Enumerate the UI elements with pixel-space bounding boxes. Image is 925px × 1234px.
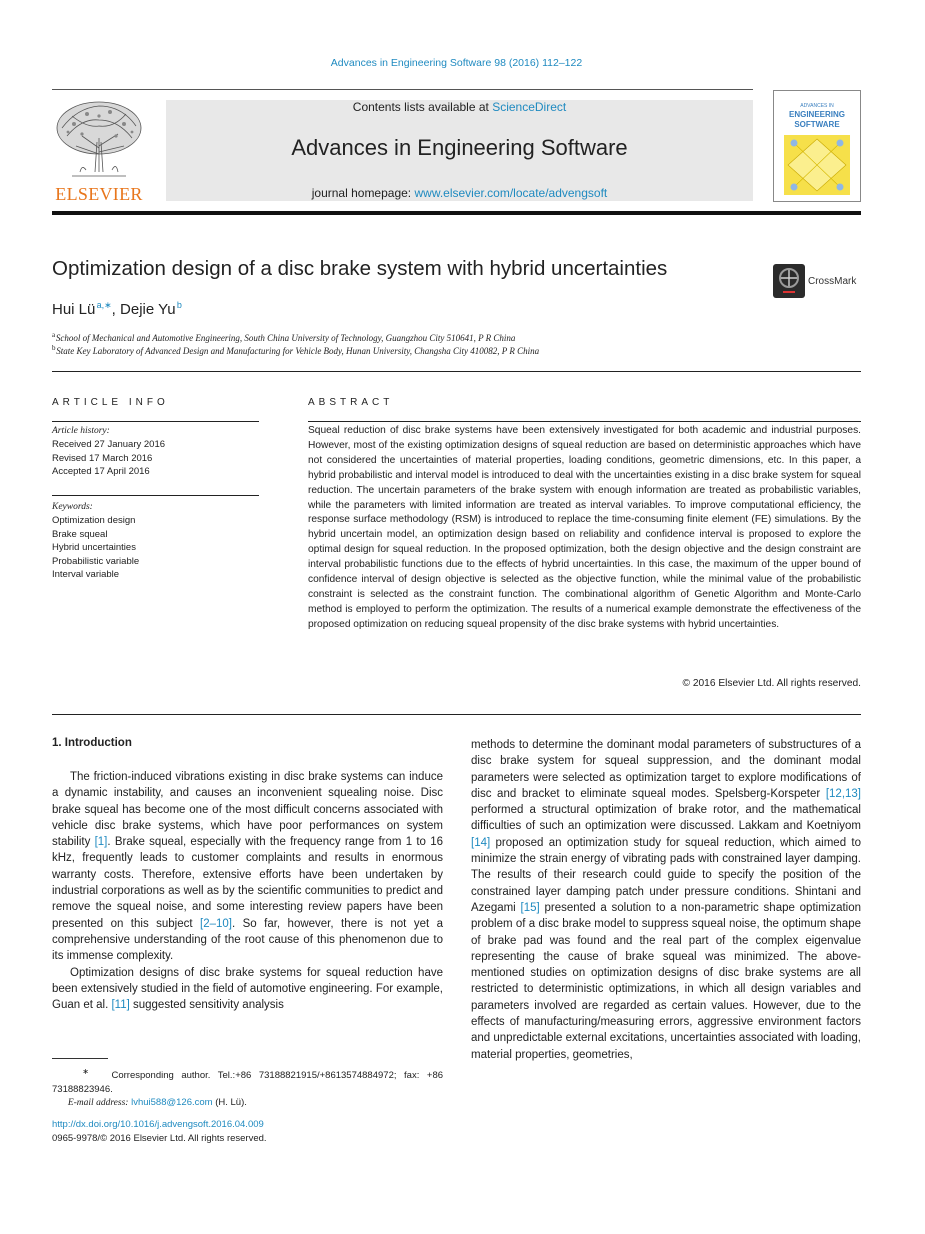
body-text: . Brake squeal, especially with the frequency range from 1 to 16 kHz, frequently leads to customer complaints and results in enormous warranty costs. Therefore, extensive efforts have been undertaken by industrial corporations as well as by the scientific communities to predict and remove the squeal noise, and some interesting review papers have been presented on this subject bbox=[52, 836, 443, 930]
header-top-rule bbox=[52, 89, 753, 90]
footnotes bbox=[52, 1065, 443, 1111]
affiliation-text: School of Mechanical and Automotive Engineering, South China University of Technology, Guangzhou City 510641, P R China bbox=[55, 333, 516, 343]
abstract-copyright: © 2016 Elsevier Ltd. All rights reserved. bbox=[682, 678, 861, 689]
body-text: The friction-induced vibrations existing in disc brake systems can induce a dynamic instability, and causes an inconvenient squealing noise. Disc brake squeal has become one of the most difficult concerns associated with vehicle disc brake systems, which have poor performances on system stability bbox=[52, 771, 443, 849]
citation-link[interactable]: [14] bbox=[471, 836, 491, 849]
elsevier-tree-icon bbox=[52, 98, 146, 182]
abstract-heading: ABSTRACT bbox=[308, 397, 394, 408]
affiliation-mark: b bbox=[52, 344, 56, 352]
journal-title: Advances in Engineering Software bbox=[291, 135, 628, 160]
abstract-text: Squeal reduction of disc brake systems have been extensively investigated for both academic and industrial purposes. However, most of the existing optimization designs of squeal reduction are based on deterministic approaches which have not considered the uncertainties of material properties, loading conditions, geometric dimensions, etc. In this paper, a hybrid probabilistic and interval model is introduced to deal with the uncertainties existing in a disc brake system for squeal reduction. The uncertain parameters of the brake system with enough information are treated as probabilistic variables, while the parameters with limited information are treated as interval variables. To improve computational efficiency, the response surface methodology (RSM) is introduced to replace the time-consuming finite element (FE) simulations. By the hybrid uncertain model, an optimization design based on reliability and confidence interval is proposed to explore the optimal design for squeal reduction. In the proposed optimization, both the design objective and the design constraint are interval probabilistic functions due to the effects of hybrid uncertainties. In this case, the maximum of the upper bound of confidence interval of design objective is selected as the objective function, while the minimal value of the probabilistic constraint is selected as the constraint function. The combinational algorithm of Genetic Algorithm and Monte-Carlo method is employed to perform the optimization. The results of a numerical example demonstrate the effectiveness of the proposed optimization on reducing squeal propensity of the disc brake systems with hybrid uncertainties. bbox=[308, 425, 861, 630]
keywords bbox=[52, 501, 262, 581]
email-suffix: (H. Lü). bbox=[212, 1097, 247, 1109]
body-text: Optimization designs of disc brake systems for squeal reduction have been extensively studied in the field of automotive engineering. For example, Guan et al. bbox=[52, 966, 443, 1012]
citation-link[interactable]: [2–10] bbox=[200, 917, 232, 930]
cover-line-3: SOFTWARE bbox=[794, 120, 840, 129]
keyword-item: Brake squeal bbox=[52, 528, 108, 540]
email-label: E-mail address: bbox=[67, 1098, 129, 1109]
divider bbox=[52, 421, 259, 422]
divider bbox=[52, 371, 861, 372]
divider bbox=[52, 495, 259, 496]
article-title: Optimization design of a disc brake system with hybrid uncertainties bbox=[52, 257, 668, 280]
crossmark-icon bbox=[773, 264, 805, 298]
citation-link[interactable]: [11] bbox=[111, 999, 130, 1012]
body-text: suggested sensitivity analysis bbox=[129, 999, 284, 1012]
affiliation-a bbox=[52, 331, 515, 343]
article-info-heading: ARTICLE INFO bbox=[52, 397, 169, 408]
author-name: Hui Lü bbox=[52, 301, 96, 318]
section-heading: 1. Introduction bbox=[52, 737, 132, 749]
citation-link[interactable]: [12,13] bbox=[825, 787, 861, 800]
footnote-rule bbox=[52, 1058, 108, 1059]
divider bbox=[308, 421, 861, 422]
citation-link[interactable]: [1] bbox=[94, 836, 108, 849]
body-text: proposed an optimization study for squeal reduction, which aimed to minimize the strain energy of vibrating pads with constrained layer damping. The results of their research could guide to specify the position of the constrained layer damping patch under pressure conditions. Shintani and Azegami bbox=[471, 836, 861, 914]
doi-link[interactable]: http://dx.doi.org/10.1016/j.advengsoft.2016.04.009 bbox=[52, 1119, 264, 1130]
keyword-item: Probabilistic variable bbox=[52, 555, 140, 567]
journal-homepage-link[interactable]: www.elsevier.com/locate/advengsoft bbox=[414, 186, 608, 200]
elsevier-wordmark: ELSEVIER bbox=[55, 184, 143, 204]
footnote-text: Corresponding author. Tel.:+86 73188821915/+8613574884972; fax: +86 73188823946. bbox=[52, 1070, 444, 1095]
header-bottom-rule bbox=[52, 211, 861, 215]
journal-cover[interactable] bbox=[773, 90, 861, 202]
cover-line-2: ENGINEERING bbox=[788, 110, 846, 119]
homepage-prefix: journal homepage: bbox=[311, 186, 415, 200]
contents-prefix: Contents lists available at bbox=[352, 100, 493, 114]
affiliation-mark: a bbox=[52, 331, 56, 339]
author-affiliation-marks[interactable]: a,∗ bbox=[96, 300, 112, 310]
keyword-item: Interval variable bbox=[52, 569, 120, 581]
affiliation-b bbox=[52, 344, 539, 356]
body-column-right bbox=[471, 737, 861, 1063]
running-head[interactable]: Advances in Engineering Software 98 (2016) 112–122 bbox=[330, 57, 583, 69]
email-note bbox=[52, 1096, 443, 1111]
divider bbox=[52, 714, 861, 715]
issn-line: 0965-9978/© 2016 Elsevier Ltd. All rights reserved. bbox=[52, 1133, 267, 1144]
crossmark-badge[interactable] bbox=[773, 264, 868, 298]
keywords-label: Keywords: bbox=[52, 502, 93, 512]
article-history bbox=[52, 425, 262, 479]
history-item: Received 27 January 2016 bbox=[52, 439, 166, 451]
cover-line-1: ADVANCES IN bbox=[800, 103, 834, 109]
history-item: Accepted 17 April 2016 bbox=[52, 466, 150, 478]
body-text: performed a structural optimization of brake rotor, and the mathematical difficulties of such an optimization were discussed. Lakkam and Koetniyom bbox=[471, 804, 861, 833]
contents-available-line bbox=[166, 100, 753, 114]
affiliation-text: State Key Laboratory of Advanced Design and Manufacturing for Vehicle Body, Hunan University, Changsha City 410082, P R China bbox=[56, 346, 540, 356]
sciencedirect-link[interactable]: ScienceDirect bbox=[492, 100, 567, 114]
journal-cover-image bbox=[774, 91, 860, 201]
footnote-mark: ∗ bbox=[82, 1067, 89, 1076]
author-list bbox=[52, 300, 182, 318]
body-paragraph bbox=[52, 769, 443, 965]
body-text: presented a solution to a non-parametric shape optimization problem of a disc brake model to suppress squeal noise, the optimum shape of brake pad was found and the real part of the complex eigenvalue representing the cause of brake squeal was minimized. The above-mentioned studies on optimization designs of disc brake systems are all restricted to deterministic optimizations, in which all design variables and parameters involved are regarded as certain values. However, due to the effects of manufacturing/measuring errors, aggressive environment factors and unpredictable external excitations, uncertainties associated with loading, material properties, geometries, bbox=[471, 901, 862, 1061]
body-column-left bbox=[52, 769, 443, 1013]
history-label: Article history: bbox=[52, 426, 110, 436]
body-paragraph bbox=[52, 965, 443, 1014]
citation-link[interactable]: [15] bbox=[520, 901, 540, 914]
journal-homepage-line bbox=[166, 186, 753, 200]
body-text: methods to determine the dominant modal parameters of substructures of a disc brake system for squeal suppression, and the dominant modal parameters were selected as optimization target to explore modifications of disc and bracket to eliminate squeal modes. Spelsberg-Korspeter bbox=[471, 739, 861, 800]
history-item: Revised 17 March 2016 bbox=[52, 452, 153, 464]
author-name: Dejie Yu bbox=[120, 301, 176, 318]
author-separator: , bbox=[111, 301, 121, 318]
keyword-item: Optimization design bbox=[52, 515, 136, 527]
author-affiliation-marks[interactable]: b bbox=[176, 300, 182, 310]
body-text: . So far, however, there is not yet a comprehensive understanding of the root cause of this phenomenon due to its immense complexity. bbox=[52, 917, 443, 963]
body-paragraph bbox=[471, 737, 861, 1063]
keyword-item: Hybrid uncertainties bbox=[52, 542, 136, 554]
corresponding-author-note bbox=[52, 1065, 443, 1096]
crossmark-label: CrossMark bbox=[808, 276, 857, 287]
email-link[interactable]: lvhui588@126.com bbox=[131, 1097, 213, 1109]
journal-header-band bbox=[166, 100, 753, 201]
